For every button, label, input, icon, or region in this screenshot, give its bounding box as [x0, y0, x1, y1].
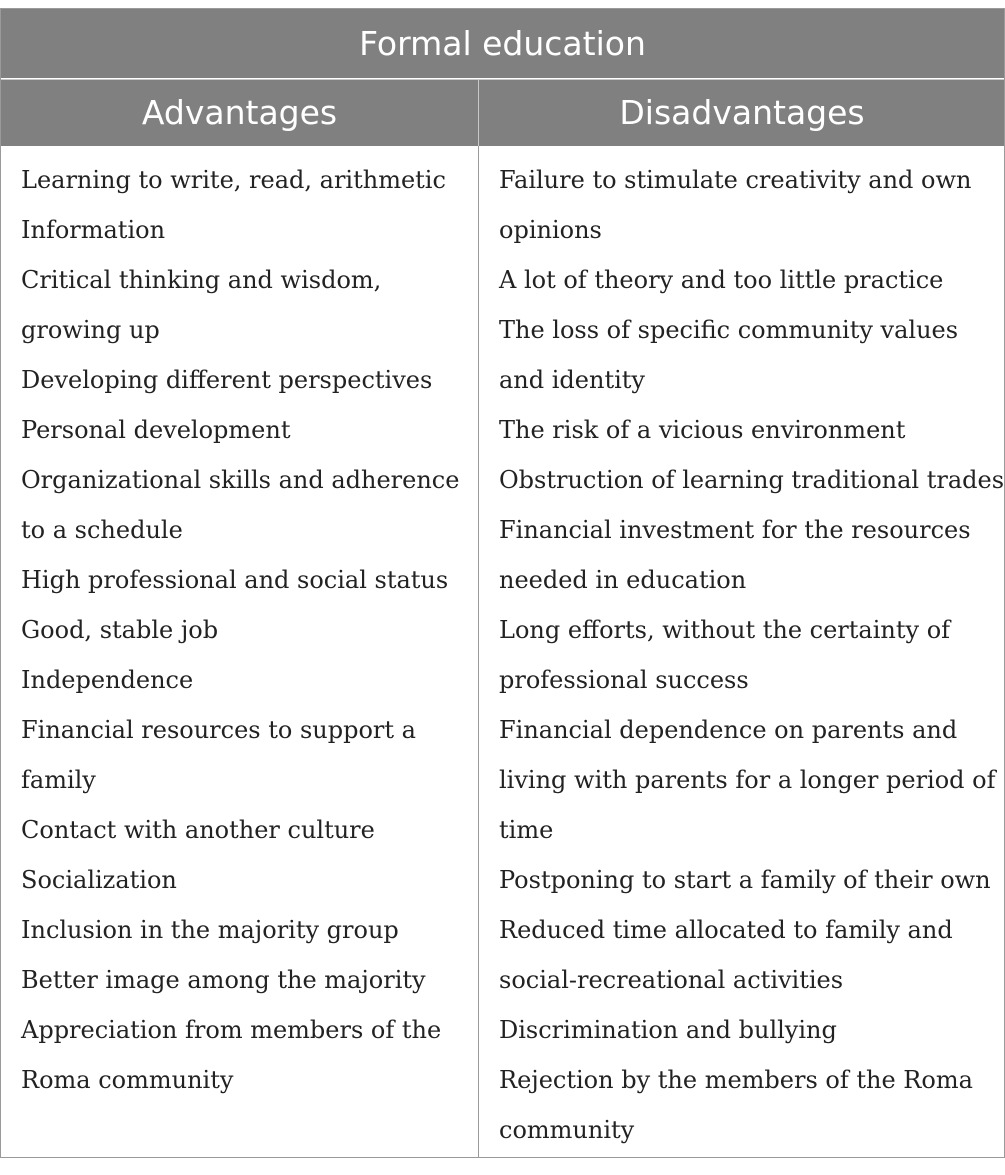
advantages-header: Advantages — [141, 93, 338, 132]
disadvantage-line: The risk of a vicious environment — [499, 416, 906, 444]
disadvantage-line: A lot of theory and too little practice — [499, 266, 944, 294]
formal-education-table — [0, 8, 1005, 1158]
advantage-line: Learning to write, read, arithmetic — [21, 166, 446, 194]
disadvantages-header: Disadvantages — [478, 80, 1005, 146]
disadvantage-line: Financial dependence on parents and — [499, 716, 958, 744]
disadvantage-line: The loss of specific community values — [499, 316, 959, 344]
disadvantage-line: Long efforts, without the certainty of — [499, 616, 951, 644]
table-title: Formal education — [1, 9, 1004, 78]
disadvantage-line: social-recreational activities — [499, 966, 844, 994]
disadvantages-column — [478, 146, 1004, 1157]
disadvantage-line: professional success — [499, 666, 749, 694]
advantage-line: Better image among the majority — [21, 966, 426, 994]
advantages-column — [1, 146, 478, 1157]
advantage-line: Roma community — [21, 1066, 234, 1094]
disadvantage-line: living with parents for a longer period of — [499, 766, 996, 794]
advantage-line: growing up — [21, 316, 160, 344]
advantage-line: Personal development — [21, 416, 291, 444]
column-header-row — [1, 79, 1004, 146]
advantage-line: to a schedule — [21, 516, 183, 544]
disadvantage-line: opinions — [499, 216, 602, 244]
disadvantage-line: Financial investment for the resources — [499, 516, 971, 544]
disadvantage-line: Rejection by the members of the Roma — [499, 1066, 973, 1094]
disadvantage-line: and identity — [499, 366, 645, 394]
advantage-line: Financial resources to support a — [21, 716, 416, 744]
disadvantage-line: Discrimination and bullying — [499, 1016, 837, 1044]
advantage-line: Developing different perspectives — [21, 366, 433, 394]
disadvantage-line: Reduced time allocated to family and — [499, 916, 953, 944]
disadvantage-line: Failure to stimulate creativity and own — [499, 166, 972, 194]
disadvantage-line: Postponing to start a family of their own — [499, 866, 991, 894]
advantage-line: family — [21, 766, 96, 794]
advantage-line: Information — [21, 216, 166, 244]
advantage-line: Independence — [21, 666, 194, 694]
advantage-line: Appreciation from members of the — [21, 1016, 442, 1044]
advantage-line: Contact with another culture — [21, 816, 375, 844]
disadvantage-line: time — [499, 816, 554, 844]
disadvantage-line: needed in education — [499, 566, 747, 594]
advantage-line: Inclusion in the majority group — [21, 916, 399, 944]
disadvantage-line: community — [499, 1116, 635, 1144]
advantage-line: Good, stable job — [21, 616, 219, 644]
advantage-line: Socialization — [21, 866, 177, 894]
advantage-line: Organizational skills and adherence — [21, 466, 460, 494]
disadvantage-line: Obstruction of learning traditional trades — [499, 466, 1004, 494]
advantage-line: High professional and social status — [21, 566, 449, 594]
advantage-line: Critical thinking and wisdom, — [21, 266, 382, 294]
